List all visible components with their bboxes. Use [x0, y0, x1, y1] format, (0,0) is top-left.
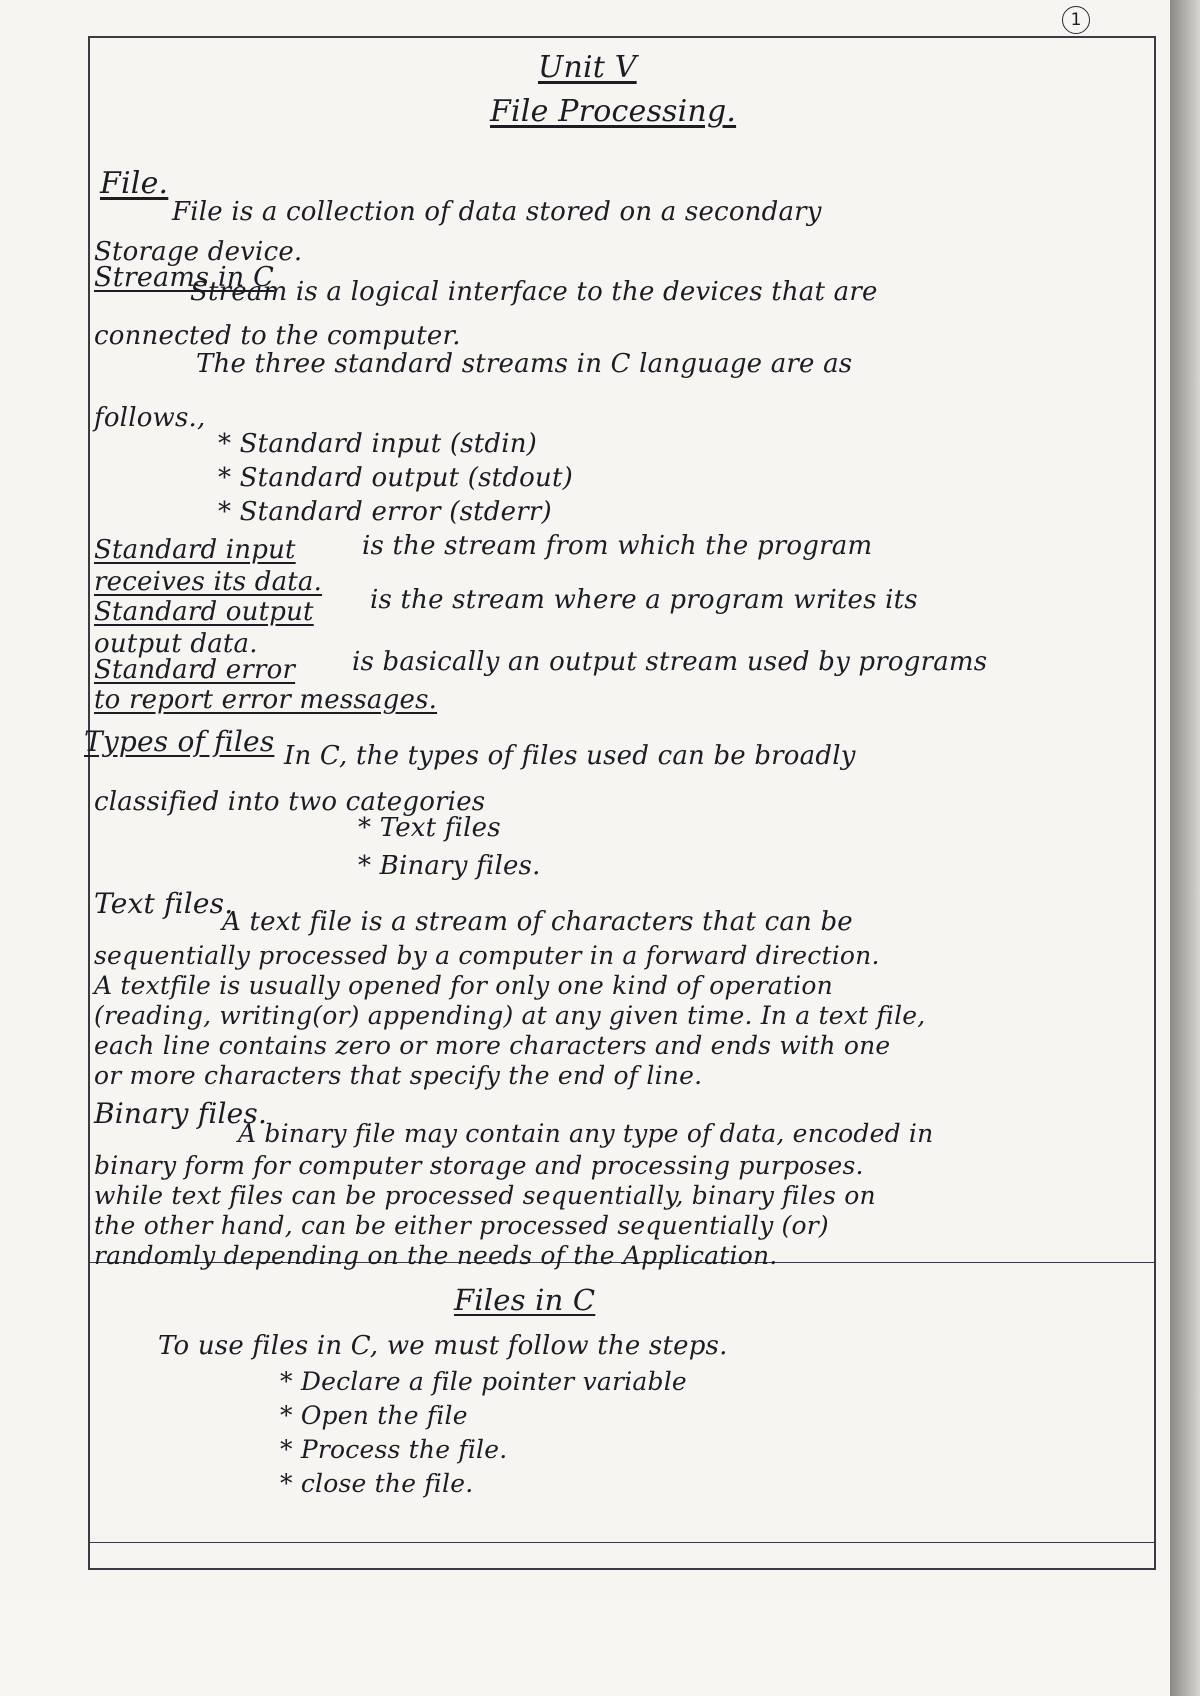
types-list-item: * Text files — [358, 813, 501, 843]
stdout-term: Standard output — [94, 597, 314, 627]
binary-files-heading: Binary files. — [94, 1097, 268, 1130]
unit-title: Unit V — [538, 50, 637, 85]
page-bottom-margin — [0, 1600, 1170, 1696]
binary-files-line: binary form for computer storage and processing purposes. — [94, 1151, 864, 1180]
file-heading: File. — [100, 166, 169, 201]
streams-text-line: Stream is a logical interface to the devices that are — [190, 277, 878, 307]
stream-list-item: * Standard output (stdout) — [218, 463, 573, 493]
stdout-definition-line: output data. — [94, 629, 258, 659]
stderr-term: Standard error — [94, 655, 296, 685]
files-in-c-step: * Process the file. — [280, 1435, 508, 1464]
files-in-c-step: * Declare a file pointer variable — [280, 1367, 687, 1396]
file-text-line: Storage device. — [94, 237, 303, 267]
types-text-line: In C, the types of files used can be broadly — [284, 741, 856, 771]
stdin-definition: is the stream from which the program — [362, 531, 873, 561]
types-heading: Types of files — [84, 725, 275, 758]
binary-files-line: randomly depending on the needs of the Application. — [94, 1241, 778, 1270]
streams-text-line: The three standard streams in C language are as — [196, 349, 853, 379]
file-text-line: File is a collection of data stored on a secondary — [172, 197, 822, 227]
text-files-line: (reading, writing(or) appending) at any given time. In a text file, — [94, 1001, 926, 1030]
text-files-line: sequentially processed by a computer in a forward direction. — [94, 941, 880, 970]
stdin-definition-line: receives its data. — [94, 567, 323, 597]
stderr-definition-line: to report error messages. — [94, 685, 438, 715]
binary-files-line: A binary file may contain any type of data, encoded in — [238, 1119, 934, 1148]
page-number: 1 — [1062, 6, 1090, 34]
bottom-rule — [88, 1542, 1156, 1543]
binary-files-line: the other hand, can be either processed sequentially (or) — [94, 1211, 829, 1240]
files-in-c-heading: Files in C — [454, 1283, 596, 1317]
types-list-item: * Binary files. — [358, 851, 541, 881]
streams-text-line: connected to the computer. — [94, 321, 461, 351]
binary-files-line: while text files can be processed sequentially, binary files on — [94, 1181, 876, 1210]
stream-list-item: * Standard error (stderr) — [218, 497, 552, 527]
types-text-line: classified into two categories — [94, 787, 486, 817]
files-in-c-text: To use files in C, we must follow the steps. — [158, 1331, 728, 1361]
text-files-line: each line contains zero or more characters and ends with one — [94, 1031, 891, 1060]
text-files-line: A textfile is usually opened for only one kind of operation — [94, 971, 833, 1000]
stdout-definition: is the stream where a program writes its — [370, 585, 918, 615]
files-in-c-step: * close the file. — [280, 1469, 474, 1498]
files-in-c-step: * Open the file — [280, 1401, 468, 1430]
stream-list-item: * Standard input (stdin) — [218, 429, 537, 459]
page-title: File Processing. — [490, 94, 737, 129]
streams-heading: Streams in C — [94, 262, 275, 293]
page-edge-shadow — [1170, 0, 1200, 1696]
text-files-heading: Text files. — [94, 887, 234, 920]
streams-text-line: follows., — [94, 403, 206, 433]
text-files-line: or more characters that specify the end of line. — [94, 1061, 703, 1090]
stdin-term: Standard input — [94, 535, 296, 565]
text-files-line: A text file is a stream of characters that can be — [222, 907, 853, 937]
stderr-definition: is basically an output stream used by programs — [352, 647, 988, 677]
